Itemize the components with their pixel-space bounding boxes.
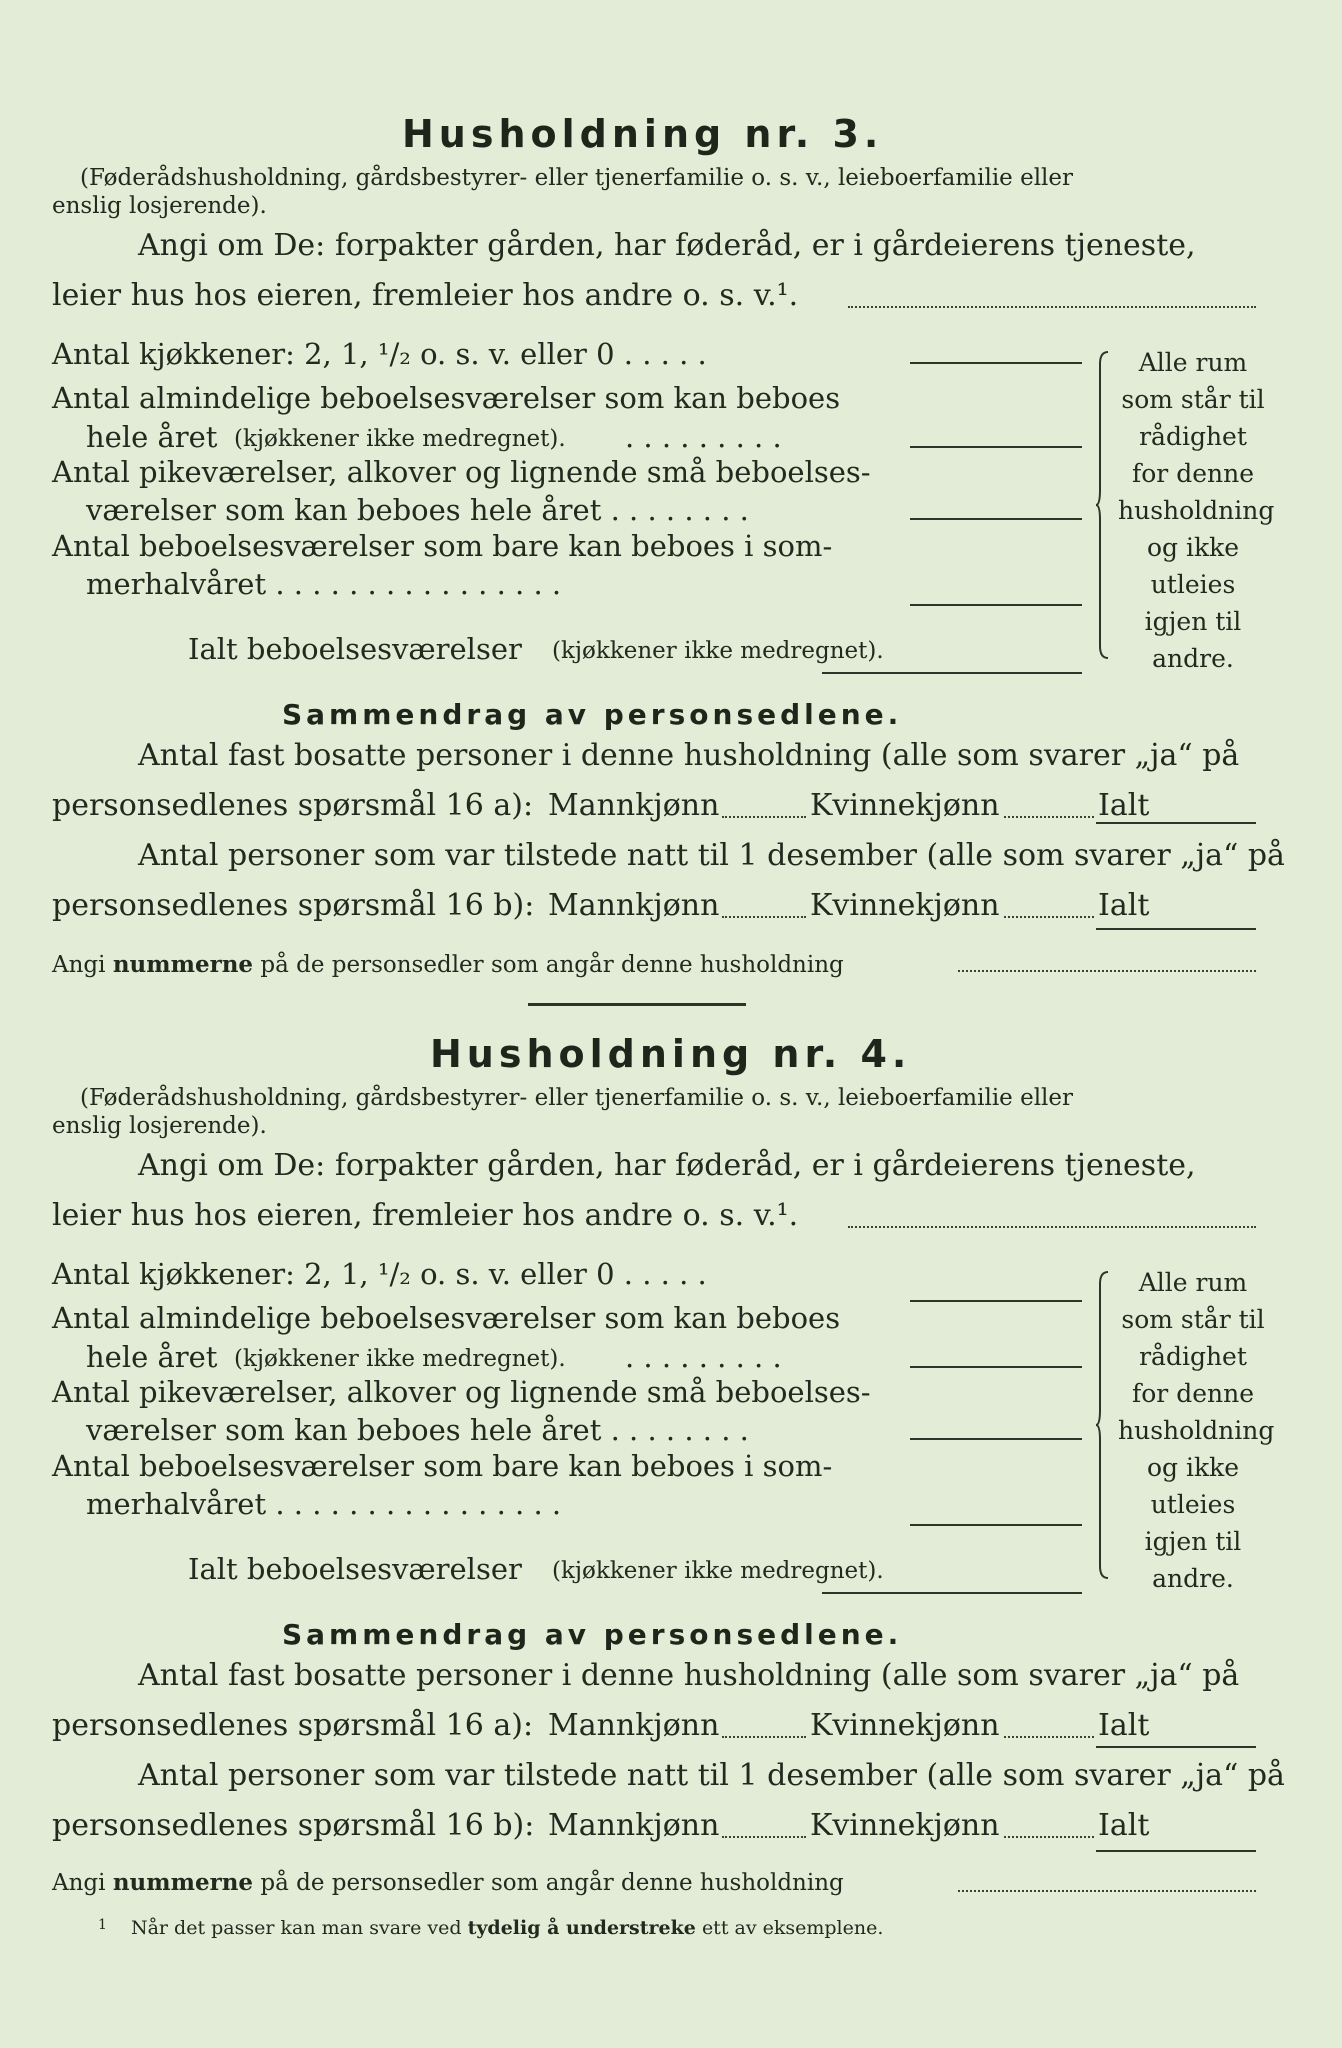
household-4-summary-title: Sammendrag av personsedlene.	[282, 1618, 903, 1651]
household-4-numbers-prompt	[52, 1869, 844, 1896]
household-4-ordinary-label-2b: (kjøkkener ikke medregnet).	[234, 1346, 566, 1372]
household-4-q16a-line2: personsedlenes spørsmål 16 a):	[52, 1708, 534, 1743]
household-4-total-answer-line[interactable]	[822, 1592, 1082, 1594]
footnote-text-bold: tydelig å understreke	[467, 1917, 696, 1939]
household-4-side-note: Alle rum som står til rådighet for denne husholdning og ikke utleies igjen til andre.	[1118, 1268, 1275, 1593]
household-3-numbers-prompt	[52, 951, 844, 978]
household-3-numbers-bold: nummerne	[112, 951, 254, 978]
household-3-side-note: Alle rum som står til rådighet for denne husholdning og ikke utleies igjen til andre.	[1118, 348, 1275, 673]
household-3-ordinary-label-2a: hele året	[86, 420, 218, 454]
household-4-q16a-total-label: Ialt	[1098, 1708, 1150, 1743]
household-3-q16b-line1: Antal personer som var tilstede natt til 1 desember (alle som svarer „ja“ på	[138, 838, 1285, 873]
household-4-numbers-rest: på de personsedler som angår denne husholdning	[260, 1870, 844, 1896]
footnote-text-a: Når det passer kan man svare ved	[130, 1917, 462, 1939]
household-3-q16a-male-label: Mannkjønn	[548, 788, 720, 823]
household-4-angi-line2: leier hus hos eieren, fremleier hos andre o. s. v.¹.	[52, 1198, 799, 1233]
household-4-total-note: (kjøkkener ikke medregnet).	[552, 1558, 884, 1584]
household-4-maid-label-1: Antal pikeværelser, alkover og lignende små beboelses-	[52, 1375, 871, 1409]
household-3-paren-line2: enslig losjerende).	[52, 193, 267, 219]
household-4-total-label: Ialt beboelsesværelser	[188, 1552, 522, 1586]
household-4-q16b-female-answer[interactable]	[1004, 1836, 1094, 1838]
household-4-paren-line1: (Føderådshusholdning, gårdsbestyrer- eller tjenerfamilie o. s. v., leieboerfamilie eller	[80, 1085, 1074, 1111]
household-3-q16b-total-label: Ialt	[1098, 888, 1150, 923]
household-4-q16b-total-label: Ialt	[1098, 1808, 1150, 1843]
household-3-q16b-line2: personsedlenes spørsmål 16 b):	[52, 888, 535, 923]
household-3-q16a-total-answer[interactable]	[1096, 822, 1256, 824]
household-4-title: Husholdning nr. 4.	[430, 1032, 912, 1076]
household-3-maid-label-2: værelser som kan beboes hele året . . . . . . . .	[86, 493, 749, 527]
household-4-q16b-line2: personsedlenes spørsmål 16 b):	[52, 1808, 535, 1843]
household-4-q16a-line1: Antal fast bosatte personer i denne husholdning (alle som svarer „ja“ på	[138, 1658, 1240, 1693]
household-4-ordinary-label-2a: hele året	[86, 1340, 218, 1374]
household-3-q16b-male-label: Mannkjønn	[548, 888, 720, 923]
household-3-maid-label-1: Antal pikeværelser, alkover og lignende små beboelses-	[52, 455, 871, 489]
household-3-q16a-female-label: Kvinnekjønn	[810, 788, 1000, 823]
household-4-kitchens-label: Antal kjøkkener: 2, 1, ¹/₂ o. s. v. eller 0 . . . . .	[52, 1257, 707, 1291]
household-3-ordinary-label-2b: (kjøkkener ikke medregnet).	[234, 426, 566, 452]
household-3-status-answer-line[interactable]	[848, 306, 1256, 308]
household-4-numbers-angi: Angi	[52, 1870, 106, 1896]
household-3-summer-label-1: Antal beboelsesværelser som bare kan beboes i som-	[52, 529, 833, 563]
household-3-numbers-angi: Angi	[52, 952, 106, 978]
household-4-summer-label-1: Antal beboelsesværelser som bare kan beboes i som-	[52, 1449, 833, 1483]
section-divider	[528, 1003, 746, 1006]
household-4-summer-answer-line[interactable]	[910, 1524, 1082, 1526]
footnote-mark: 1	[98, 1917, 107, 1933]
household-3-q16a-line2: personsedlenes spørsmål 16 a):	[52, 788, 534, 823]
household-4-brace	[1096, 1270, 1110, 1580]
household-4-q16a-female-label: Kvinnekjønn	[810, 1708, 1000, 1743]
household-4-q16a-female-answer[interactable]	[1004, 1736, 1094, 1738]
household-4-angi-line1: Angi om De: forpakter gården, har føderåd, er i gårdeierens tjeneste,	[138, 1148, 1196, 1183]
household-3-total-answer-line[interactable]	[822, 672, 1082, 674]
household-4-status-answer-line[interactable]	[848, 1226, 1256, 1228]
footnote	[98, 1917, 883, 1939]
household-3-kitchens-answer-line[interactable]	[910, 362, 1082, 364]
household-4-kitchens-answer-line[interactable]	[910, 1300, 1082, 1302]
household-3-paren-line1: (Føderådshusholdning, gårdsbestyrer- eller tjenerfamilie o. s. v., leieboerfamilie eller	[80, 165, 1074, 191]
household-4-summer-label-2: merhalvåret . . . . . . . . . . . . . . . .	[86, 1487, 562, 1521]
household-4-numbers-bold: nummerne	[112, 1869, 254, 1896]
household-4-maid-answer-line[interactable]	[910, 1438, 1082, 1440]
household-3-q16b-female-label: Kvinnekjønn	[810, 888, 1000, 923]
household-3-total-label: Ialt beboelsesværelser	[188, 632, 522, 666]
household-4-q16b-male-answer[interactable]	[722, 1836, 806, 1838]
household-3-numbers-rest: på de personsedler som angår denne husholdning	[260, 952, 844, 978]
footnote-text-c: ett av eksemplene.	[701, 1917, 884, 1939]
household-4-q16b-line1: Antal personer som var tilstede natt til 1 desember (alle som svarer „ja“ på	[138, 1758, 1285, 1793]
household-3-ordinary-answer-line[interactable]	[910, 446, 1082, 448]
household-3-kitchens-label: Antal kjøkkener: 2, 1, ¹/₂ o. s. v. eller 0 . . . . .	[52, 337, 707, 371]
household-4-maid-label-2: værelser som kan beboes hele året . . . . . . . .	[86, 1413, 749, 1447]
household-3-ordinary-dots: . . . . . . . . .	[625, 420, 782, 454]
household-4-q16b-male-label: Mannkjønn	[548, 1808, 720, 1843]
household-4-ordinary-dots: . . . . . . . . .	[625, 1340, 782, 1374]
household-4-ordinary-answer-line[interactable]	[910, 1366, 1082, 1368]
household-3-total-note: (kjøkkener ikke medregnet).	[552, 638, 884, 664]
household-4-numbers-answer-line[interactable]	[958, 1890, 1256, 1892]
household-4-q16a-male-label: Mannkjønn	[548, 1708, 720, 1743]
household-4-ordinary-label-1: Antal almindelige beboelsesværelser som kan beboes	[52, 1301, 841, 1335]
household-4-q16b-female-label: Kvinnekjønn	[810, 1808, 1000, 1843]
household-3-summary-title: Sammendrag av personsedlene.	[282, 698, 903, 731]
household-4-q16a-total-answer[interactable]	[1096, 1746, 1256, 1748]
household-3-q16a-line1: Antal fast bosatte personer i denne husholdning (alle som svarer „ja“ på	[138, 738, 1240, 773]
household-3-q16a-male-answer[interactable]	[722, 816, 806, 818]
household-3-brace	[1096, 350, 1110, 660]
household-3-q16b-total-answer[interactable]	[1096, 928, 1256, 930]
household-4-q16a-male-answer[interactable]	[722, 1736, 806, 1738]
household-3-angi-line1: Angi om De: forpakter gården, har føderåd, er i gårdeierens tjeneste,	[138, 228, 1196, 263]
household-3-ordinary-label-1: Antal almindelige beboelsesværelser som kan beboes	[52, 381, 841, 415]
household-3-q16b-male-answer[interactable]	[722, 916, 806, 918]
household-3-q16b-female-answer[interactable]	[1004, 916, 1094, 918]
household-3-q16a-female-answer[interactable]	[1004, 816, 1094, 818]
household-3-maid-answer-line[interactable]	[910, 518, 1082, 520]
household-3-summer-answer-line[interactable]	[910, 604, 1082, 606]
household-3-title: Husholdning nr. 3.	[402, 112, 884, 156]
household-3-angi-line2: leier hus hos eieren, fremleier hos andre o. s. v.¹.	[52, 278, 799, 313]
household-3-numbers-answer-line[interactable]	[958, 970, 1256, 972]
household-3-q16a-total-label: Ialt	[1098, 788, 1150, 823]
household-3-summer-label-2: merhalvåret . . . . . . . . . . . . . . . .	[86, 567, 562, 601]
household-4-paren-line2: enslig losjerende).	[52, 1113, 267, 1139]
household-4-q16b-total-answer[interactable]	[1096, 1850, 1256, 1852]
